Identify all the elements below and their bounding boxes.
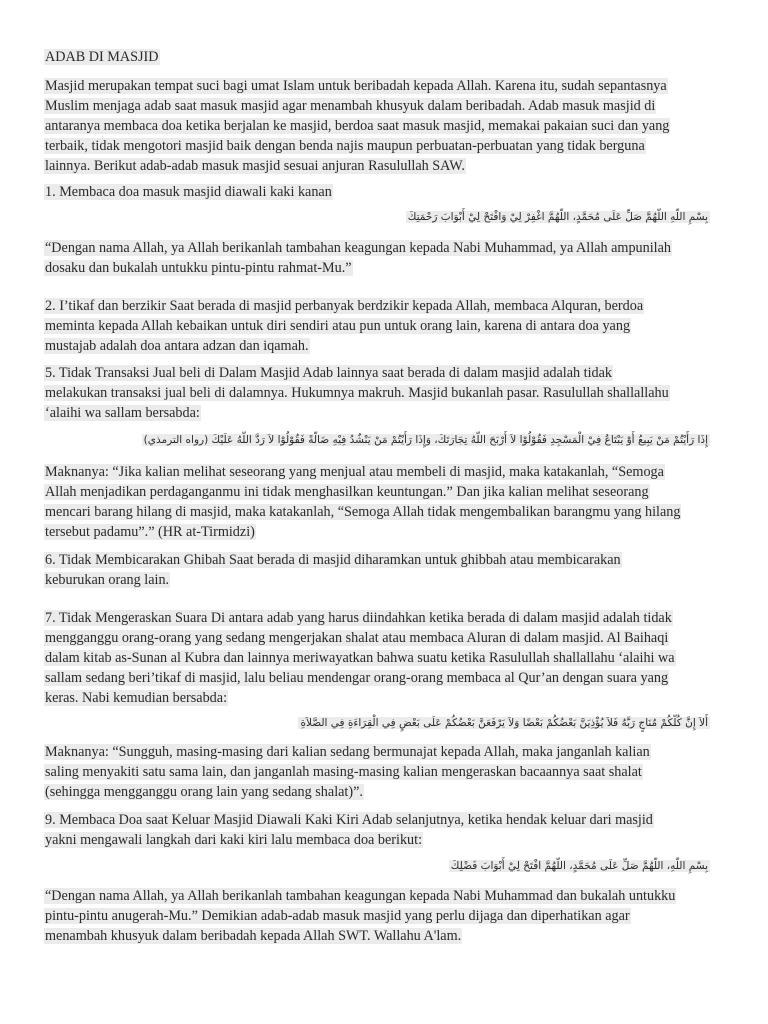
intro-line: Muslim menjaga adab saat masuk masjid agar menambah khusyuk dalam beribadah. Adab masuk masjid di (45, 98, 656, 114)
item1-translation-line: dosaku dan bukalah untukku pintu-pintu rahmat-Mu.” (45, 260, 352, 276)
item5-line: 5. Tidak Transaksi Jual beli di Dalam Masjid Adab lainnya saat berada di dalam masjid adalah tidak (45, 365, 613, 381)
item7-line: dalam kitab as-Sunan al Kubra dan lainnya meriwayatkan bahwa suatu ketika Rasulullah shallallahu ‘alaihi wa (45, 650, 675, 666)
item2-line: mustajab adalah doa antara adzan dan iqamah. (45, 338, 309, 354)
item6-line: keburukan orang lain. (45, 572, 170, 588)
document-title: ADAB DI MASJID (45, 49, 159, 65)
item7-line: 7. Tidak Mengeraskan Suara Di antara adab yang harus diindahkan ketika berada di dalam masjid adalah tidak (45, 610, 672, 626)
item5-meaning-line: mencari barang hilang di masjid, maka katakanlah, “Semoga Allah tidak mengembalikan barangmu yang hilang (45, 504, 681, 520)
item9-translation-line: pintu-pintu anugerah-Mu.” Demikian adab-adab masuk masjid yang perlu dijaga dan diperhatikan agar (45, 908, 630, 924)
item9-translation-line: “Dengan nama Allah, ya Allah berikanlah tambahan keagungan kepada Nabi Muhammad dan bukalah untukku (45, 888, 676, 904)
intro-line: antaranya membaca doa ketika berjalan ke masjid, berdoa saat masuk masjid, memakai pakaian suci dan yang (45, 118, 670, 134)
item7-arabic-hadith: أَلاَ إِنَّ كُلَّكُمْ مُنَاجٍ رَبَّهُ فَلاَ يُؤْذِيَنَّ بَعْضُكُمْ بَعْضًا وَلاَ يَرْفَعَنَّ بَعْضُكُمْ عَلَى بَعْضٍ فِي الْقِرَاءَةِ فِي الصَّلاَةِ (300, 717, 708, 729)
intro-line: lainnya. Berikut adab-adab masuk masjid sesuai anjuran Rasulullah SAW. (45, 158, 465, 174)
item7-line: keras. Nabi kemudian bersabda: (45, 690, 228, 706)
item9-arabic-prayer: بِسْمِ اللَّهِ، اللَّهُمَّ صَلِّ عَلَى مُحَمَّدٍ، اللَّهُمَّ افْتَحْ لِيْ أَبْوَابَ فَضْلِكَ (450, 860, 708, 872)
item5-line: melakukan transaksi jual beli di dalamnya. Hukumnya makruh. Masjid bukanlah pasar. Rasulullah shallallahu (45, 385, 669, 401)
item9-line: 9. Membaca Doa saat Keluar Masjid Diawali Kaki Kiri Adab selanjutnya, ketika hendak keluar dari masjid (45, 812, 653, 828)
item1-arabic-prayer: بِسْمِ اللَّهِ اللَّهُمَّ صَلِّ عَلَى مُحَمَّدٍ، اللَّهُمَّ اغْفِرْ لِيْ وَافْتَحْ لِيْ أَبْوَابَ رَحْمَتِكَ (407, 211, 708, 223)
item5-meaning-line: tersebut padamu”.” (HR at-Tirmidzi) (45, 524, 255, 540)
item7-meaning-line: Maknanya: “Sungguh, masing-masing dari kalian sedang bermunajat kepada Allah, maka janganlah kalian (45, 744, 650, 760)
item7-line: mengganggu orang-orang yang sedang mengerjakan shalat atau membaca Aluran di dalam masjid. Al Baihaqi (45, 630, 669, 646)
intro-line: terbaik, tidak mengotori masjid baik dengan benda najis maupun perbuatan-perbuatan yang tidak berguna (45, 138, 645, 154)
item1-heading: 1. Membaca doa masuk masjid diawali kaki kanan (45, 184, 332, 200)
item7-meaning-line: (sehingga mengganggu orang lain yang sedang shalat)”. (45, 784, 363, 800)
item9-translation-line: menambah khusyuk dalam beribadah kepada Allah SWT. Wallahu A'lam. (45, 928, 462, 944)
item7-line: sallam sedang beri’tikaf di masjid, lalu beliau mendengar orang-orang membaca al Qur’an dengan suara yang (45, 670, 669, 686)
item5-arabic-hadith: إِذَا رَأَيْتُمْ مَنْ يَبِيعُ أَوْ يَبْتَاعُ فِيْ الْمَسْجِدِ فَقُوْلُوْا لاَ أَرْبَحَ اللَّهُ تِجَارَتَكَ، وَإِذَا رَأَيْتُمْ مَنْ يَنْشُدُ فِيْهِ ضَالَّةً فَقُوْلُوْا لاَ رَدَّ اللَّهُ عَلَيْكَ (رواه الترمذي) (143, 434, 708, 446)
item7-meaning-line: saling menyakiti satu sama lain, dan janganlah masing-masing kalian mengeraskan bacaannya saat shalat (45, 764, 642, 780)
item2-line: 2. I’tikaf dan berzikir Saat berada di masjid perbanyak berdzikir kepada Allah, membaca Alquran, berdoa (45, 298, 644, 314)
item5-meaning-line: Maknanya: “Jika kalian melihat seseorang yang menjual atau membeli di masjid, maka katakanlah, “Semoga (45, 464, 664, 480)
item2-line: meminta kepada Allah kebaikan untuk diri sendiri atau pun untuk orang lain, karena di antara doa yang (45, 318, 631, 334)
item5-meaning-line: Allah menjadikan perdaganganmu ini tidak menghasilkan keuntungan.” Dan jika kalian melihat seseorang (45, 484, 649, 500)
item9-line: yakni mengawali langkah dari kaki kiri lalu membaca doa berikut: (45, 832, 423, 848)
item6-line: 6. Tidak Membicarakan Ghibah Saat berada di masjid diharamkan untuk ghibbah atau membicarakan (45, 552, 621, 568)
item5-line: ‘alaihi wa sallam bersabda: (45, 405, 200, 421)
intro-line: Masjid merupakan tempat suci bagi umat Islam untuk beribadah kepada Allah. Karena itu, sudah sepantasnya (45, 78, 667, 94)
item1-translation-line: “Dengan nama Allah, ya Allah berikanlah tambahan keagungan kepada Nabi Muhammad, ya Allah ampunilah (45, 240, 672, 256)
